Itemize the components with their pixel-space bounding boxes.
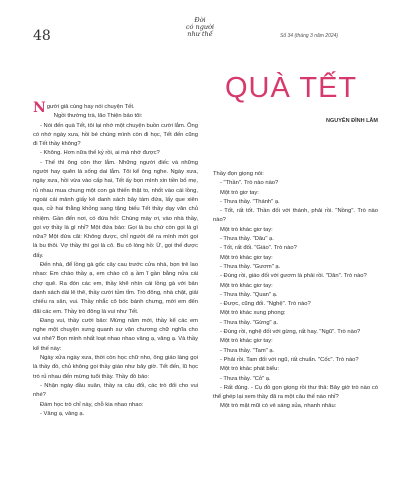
dialogue-line: - Thưa thầy. "Dâu" ạ. [220,236,274,243]
dialogue-line: Một trò giơ tay: [220,189,259,196]
dialogue-line: - Thưa thầy. "Tam" ạ. [220,347,275,354]
paragraph: Ngày xửa ngày xưa, thời còn học chữ nho, ông giáo làng gọi là thầy đồ, chủ không gọi thầy giáo như bây giờ. Tết đến, lũ học trò rủ nhau đến mừng tuổi thầy. Thầy đồ bảo: [33,355,198,380]
paragraph: Đang vui, thầy cười bảo: Mừng năm mới, thầy kể các em nghe một chuyện xưng quanh sự văn chương chữ nghĩa cho vui nhé? Bọn mình nhất loạt nhao nhao vâng ạ, vâng ạ. Và thầy kể thế này: [33,317,198,352]
paragraph: - Nói đến quà Tết, tôi lại nhớ một chuyện buồn cười lắm. Ông có nhớ ngày xưa, hồi bé chúng mình còn đi học, Tết đến cũng đi Tết thầy không? [33,122,198,148]
dialogue-line: - Thưa thầy. "Cỏ" ạ. [220,375,271,382]
paragraph: - Thế thì ông còn thơ lắm. Những người điếc và những người hay quên là sống dai lắm. Tôi kể ông nghe. Ngày xưa, ngày xưa, hồi vừa vào cấp hai, Tết ấy bọn mình xin tiền bố mẹ, rủ nhau mua chung một con gà thiến thật to, nhốt vào cái lồng, ngoài cái mảnh giấy kẻ danh sách bây tám đứa, lấy que xiên qua, cử hai thằng khỏng sang tặng biếu Tết thầy dạy văn chủ nhiệm. Gần đến nơi, có đứa hỏi: Chúng mày ơi, vào nhà thầy, gọi vợ thầy là gì nhỉ? Một đứa bảo: Gọi là bu chứ còn gọi là gì nữa? Một đứa cãi: Không được, chỉ người đẻ ra mình mới gọi là bu thôi. Vợ thầy thì gọi là cô. Bu cô lòng hồ: Ừ, gọi thế được đấy. [33,159,198,259]
dialogue-line: - Phải rồi. Tam đối với ngũ, rất chuẩn. "Cốc". Trò nào? [220,356,359,363]
dialogue-line: Một trò khác xung phong: [220,310,286,317]
dialogue-line: - Tốt, rất tốt. Thần đối với thánh, phải rồi. "Nồng". Trò nào nào? [213,208,378,224]
article-author: NGUYỄN ĐÌNH LÂM [326,118,378,124]
dialogue-line: - Thưa thầy. "Quan" ạ. [220,291,278,298]
section-masthead [180,17,220,38]
dialogue-line: - Tốt, rất đối. "Giáo". Trò nào? [220,245,297,252]
dialogue-line: - Đúng rồi, nghệ đối với gừng, rất hay. "Ngũ". Trò nào? [220,329,361,336]
paragraph: - Nhận ngày đầu xuân, thầy ra câu đối, các trò đối cho vui nhé? [33,382,198,399]
masthead-line: như thế [187,30,213,38]
dialogue-line: Một trò khác phát biểu: [220,366,279,373]
paragraph: Ngồi thường trà, lão Thiện bảo tôi: [53,113,143,120]
paragraph: Người giả cùng hay nói chuyện Tết. [33,100,135,116]
dialogue-line: Thầy đọn giọng nói: [213,171,264,177]
dialogue-line: Một trò mặt mũi có vẻ sáng sủa, nhanh nhảu: [220,403,337,410]
dialogue-line: Một trò khác giơ tay: [220,226,273,233]
dialogue-line: Một trò khác giơ tay: [220,282,273,289]
dialogue-line: - Được, cũng đối. "Nghệ". Trò nào? [220,301,311,308]
dialogue-line: - Đúng rồi, giáo đối với gươm là phải rồi. "Dân". Trò nào? [220,273,367,280]
dialogue-line: - Thưa thầy. "Thánh" ạ. [220,198,280,205]
page-number: 48 [33,28,51,44]
dialogue-line: Một trò khác giơ tay: [220,338,273,345]
dialogue-line: - Thưa thầy. "Gừng" ạ. [220,319,279,326]
dialogue-line: - Thưa thầy. "Gươm" ạ. [220,263,281,270]
dialogue-line: - "Thần". Trò nào nào? [220,180,279,187]
masthead-line: Đời [194,16,206,24]
paragraph: - Vâng ạ, vâng ạ. [40,410,85,417]
paragraph: Đến nhà, để lồng gà gốc cây cau trước cửa nhà, bọn trẻ lao nhao: Em chào thầy ạ, em chào cô ạ ầm ĩ gần bằng nửa cái chợ quê. Ra đón các em, thầy khẽ nhìn cái lồng gà với bản danh sách dài lê thê, thầy cười tủm tỉm. Trò đông, nhà chật, giải chiếu ra sân, vui. Thầy nhắc cô bóc bánh chưng, mời em đến đãi các em. Thầy trò đông là vui như Tết. [33,262,198,315]
dialogue-line: Một trò khác giơ tay: [220,254,273,261]
article-title: QUÀ TẾT [225,72,358,104]
paragraph: - Không. Hơn nữa thế kỷ rồi, ai mà nhớ được? [40,150,160,157]
issue-info: Số 34 (tháng 3 năm 2024) [280,33,339,39]
dialogue-line: - Rất đúng. - Cụ đồ gọn giọng rồi thư thả: Bây giờ trò nào có thể ghép lại xem thầy đã ra một câu thế nào nhỉ? [213,384,378,401]
masthead-line: có người [185,23,215,31]
paragraph: Đám học trò chỉ này, chỗ kia nhao nhao: [40,401,144,408]
article-column-left [33,100,198,419]
drop-cap: N [33,100,46,116]
article-column-right [213,170,378,412]
